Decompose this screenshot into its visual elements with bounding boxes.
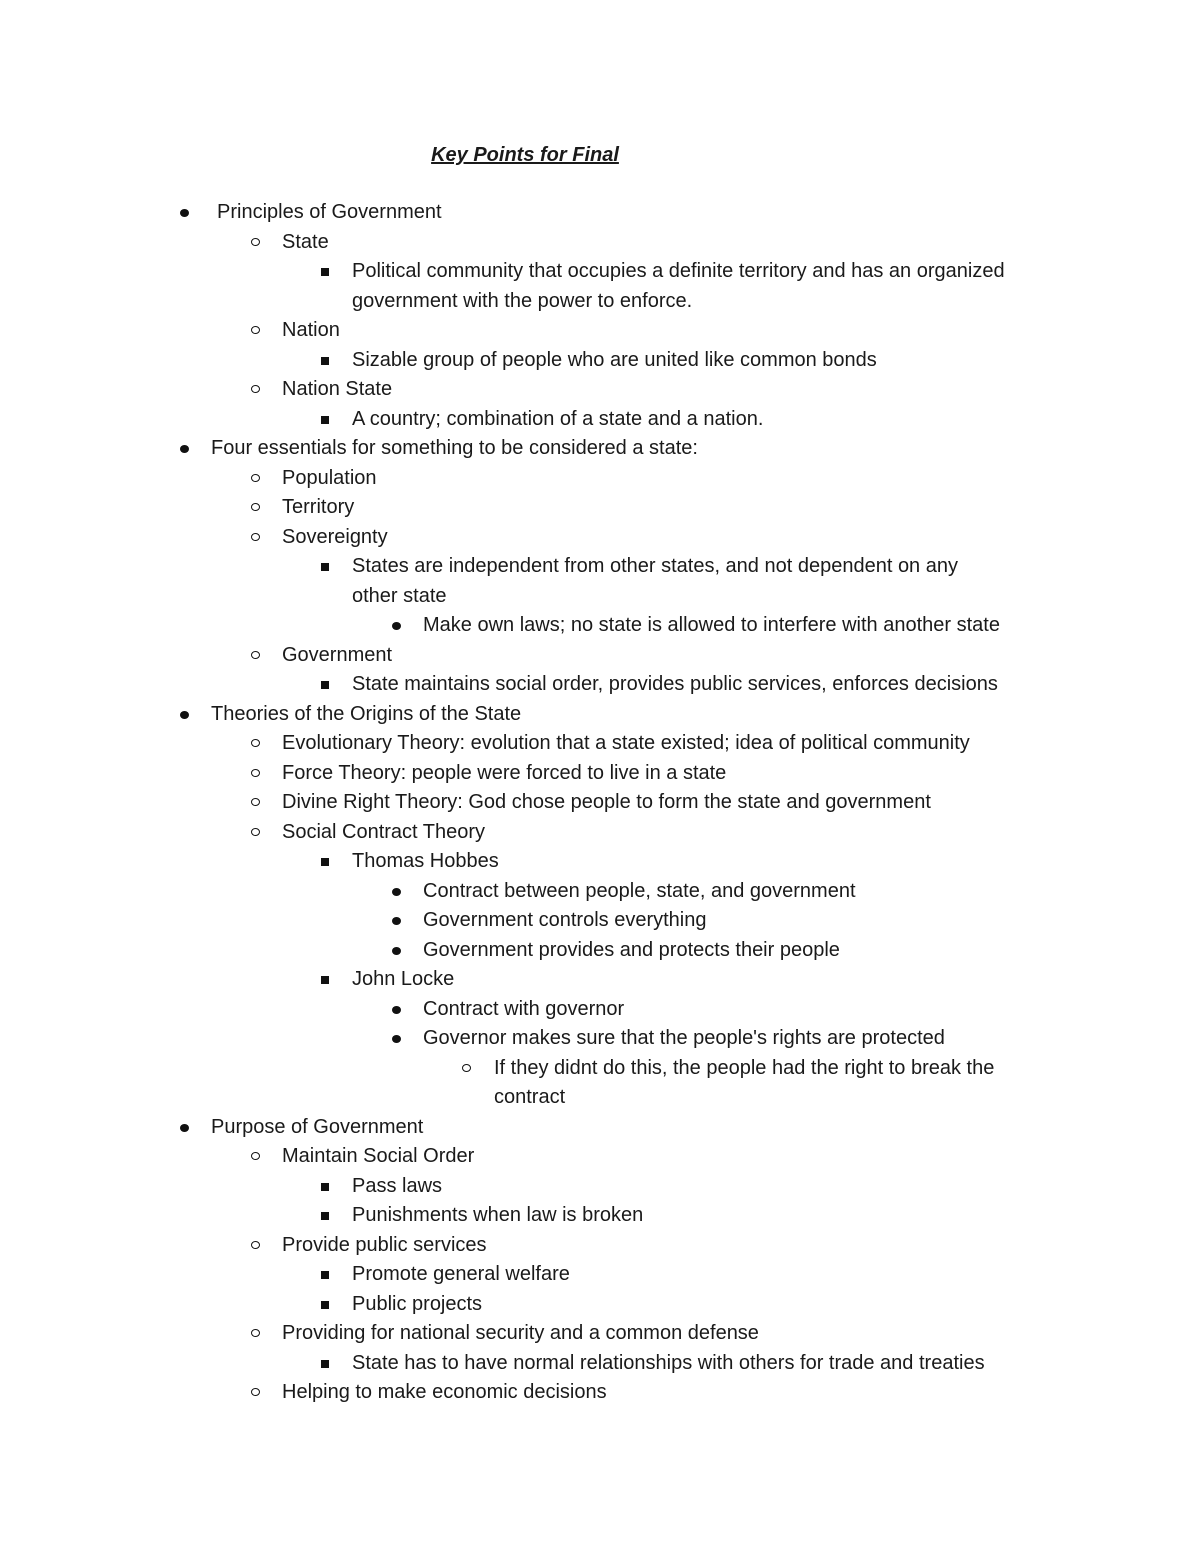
- outline-item-level-3: [0, 582, 1200, 612]
- outline-item-text: Thomas Hobbes: [352, 850, 499, 872]
- outline-item-level-3: [0, 287, 1200, 317]
- filled-bullet-icon: [176, 1113, 196, 1143]
- outline-item-level-2: [0, 523, 1200, 553]
- outline-item-text: Force Theory: people were forced to live in a state: [282, 761, 727, 784]
- outline-item-level-3: [0, 346, 1200, 376]
- outline-item-text: Provide public services: [282, 1233, 487, 1256]
- outline-item-text: States are independent from other states, and not dependent on any: [352, 555, 958, 577]
- outline-item-text: Social Contract Theory: [282, 820, 486, 843]
- outline-item-level-2: [0, 1319, 1200, 1349]
- square-bullet-icon: [317, 346, 337, 376]
- outline-item-level-2: [0, 788, 1200, 818]
- filled-bullet-icon: [388, 995, 408, 1025]
- outline-item-text: Governor makes sure that the people's rights are protected: [423, 1027, 945, 1049]
- hollow-bullet-icon: [248, 316, 268, 346]
- hollow-bullet-icon: [248, 729, 268, 759]
- square-bullet-icon: [317, 552, 337, 582]
- outline-item-text: Divine Right Theory: God chose people to form the state and government: [282, 791, 931, 813]
- outline-item-text: other state: [352, 584, 447, 607]
- outline-item-text: Government: [282, 643, 393, 666]
- outline-item-text: Political community that occupies a definite territory and has an organized: [352, 260, 1005, 282]
- hollow-bullet-icon: [248, 818, 268, 848]
- filled-bullet-icon: [388, 936, 408, 966]
- filled-bullet-icon: [176, 434, 196, 464]
- outline-item-text: Pass laws: [352, 1174, 443, 1197]
- filled-bullet-icon: [388, 611, 408, 641]
- square-bullet-icon: [317, 1349, 337, 1379]
- hollow-bullet-icon: [248, 375, 268, 405]
- square-bullet-icon: [317, 257, 337, 287]
- outline-item-text: Contract between people, state, and government: [423, 879, 856, 902]
- hollow-bullet-icon: [248, 788, 268, 818]
- outline-item-text: A country; combination of a state and a nation.: [352, 407, 764, 430]
- hollow-bullet-icon: [248, 1378, 268, 1408]
- square-bullet-icon: [317, 1260, 337, 1290]
- hollow-bullet-icon: [248, 493, 268, 523]
- outline-item-level-2: [0, 759, 1200, 789]
- outline-item-level-3: [0, 257, 1200, 287]
- outline-item-level-1: [0, 1113, 1200, 1143]
- outline-item-text: Sizable group of people who are united like common bonds: [352, 348, 877, 371]
- filled-bullet-icon: [176, 198, 196, 228]
- outline-item-text: Principles of Government: [217, 201, 442, 223]
- outline-item-text: Helping to make economic decisions: [282, 1381, 607, 1403]
- outline-item-text: John Locke: [352, 968, 455, 990]
- outline-item-level-4: [0, 936, 1200, 966]
- outline-item-text: Theories of the Origins of the State: [211, 702, 522, 725]
- hollow-bullet-icon: [248, 641, 268, 671]
- outline-item-level-1: [0, 198, 1200, 228]
- hollow-bullet-icon: [248, 464, 268, 494]
- outline-item-level-2: [0, 375, 1200, 405]
- outline-item-level-2: [0, 228, 1200, 258]
- outline-item-level-5: [0, 1083, 1200, 1113]
- outline-item-text: Purpose of Government: [211, 1115, 424, 1138]
- outline-item-text: Sovereignty: [282, 525, 388, 548]
- outline-item-text: Contract with governor: [423, 997, 625, 1020]
- square-bullet-icon: [317, 1201, 337, 1231]
- square-bullet-icon: [317, 1290, 337, 1320]
- outline-item-level-2: [0, 641, 1200, 671]
- outline-item-text: Promote general welfare: [352, 1263, 570, 1285]
- outline-item-level-2: [0, 493, 1200, 523]
- outline-item-text: Four essentials for something to be considered a state:: [211, 437, 698, 459]
- outline-item-level-3: [0, 1172, 1200, 1202]
- outline-item-text: Public projects: [352, 1292, 483, 1315]
- hollow-bullet-icon: [248, 1142, 268, 1172]
- outline-item-text: State: [282, 230, 329, 253]
- outline-item-text: Providing for national security and a common defense: [282, 1322, 759, 1344]
- filled-bullet-icon: [388, 877, 408, 907]
- outline-item-level-2: [0, 1378, 1200, 1408]
- hollow-bullet-icon: [248, 1231, 268, 1261]
- filled-bullet-icon: [176, 700, 196, 730]
- outline-item-level-2: [0, 729, 1200, 759]
- outline-item-level-2: [0, 1231, 1200, 1261]
- outline-item-text: Government provides and protects their people: [423, 938, 840, 961]
- document-title: Key Points for Final: [431, 144, 619, 166]
- outline-item-level-4: [0, 611, 1200, 641]
- outline-item-level-4: [0, 906, 1200, 936]
- hollow-bullet-icon: [248, 228, 268, 258]
- outline-item-level-2: [0, 818, 1200, 848]
- outline-item-level-3: [0, 847, 1200, 877]
- square-bullet-icon: [317, 1172, 337, 1202]
- outline-item-level-3: [0, 1349, 1200, 1379]
- outline-item-level-3: [0, 552, 1200, 582]
- outline-item-level-2: [0, 316, 1200, 346]
- outline-item-level-1: [0, 434, 1200, 464]
- outline-item-text: contract: [494, 1086, 566, 1108]
- outline-item-text: Evolutionary Theory: evolution that a state existed; idea of political community: [282, 732, 970, 754]
- outline-item-text: Population: [282, 466, 377, 489]
- outline-item-text: government with the power to enforce.: [352, 289, 693, 312]
- outline-item-text: State maintains social order, provides public services, enforces decisions: [352, 673, 998, 695]
- outline-item-level-4: [0, 877, 1200, 907]
- outline-item-text: Make own laws; no state is allowed to interfere with another state: [423, 614, 1000, 636]
- bullet-outline: [0, 198, 1200, 1408]
- outline-item-level-1: [0, 700, 1200, 730]
- hollow-bullet-icon: [459, 1054, 479, 1084]
- filled-bullet-icon: [388, 1024, 408, 1054]
- outline-item-text: Maintain Social Order: [282, 1145, 475, 1167]
- hollow-bullet-icon: [248, 1319, 268, 1349]
- outline-item-text: Territory: [282, 496, 355, 518]
- square-bullet-icon: [317, 405, 337, 435]
- outline-item-level-2: [0, 1142, 1200, 1172]
- hollow-bullet-icon: [248, 523, 268, 553]
- outline-item-level-3: [0, 405, 1200, 435]
- outline-item-text: Punishments when law is broken: [352, 1204, 644, 1226]
- outline-item-level-5: [0, 1054, 1200, 1084]
- outline-item-text: Government controls everything: [423, 909, 707, 931]
- outline-item-level-3: [0, 1290, 1200, 1320]
- outline-item-level-3: [0, 1201, 1200, 1231]
- outline-item-text: Nation: [282, 319, 340, 341]
- outline-item-level-4: [0, 995, 1200, 1025]
- outline-item-level-4: [0, 1024, 1200, 1054]
- outline-item-level-3: [0, 965, 1200, 995]
- outline-item-level-3: [0, 1260, 1200, 1290]
- outline-item-text: Nation State: [282, 378, 393, 400]
- outline-item-level-3: [0, 670, 1200, 700]
- square-bullet-icon: [317, 670, 337, 700]
- hollow-bullet-icon: [248, 759, 268, 789]
- outline-item-level-2: [0, 464, 1200, 494]
- square-bullet-icon: [317, 965, 337, 995]
- outline-item-text: State has to have normal relationships with others for trade and treaties: [352, 1351, 985, 1374]
- filled-bullet-icon: [388, 906, 408, 936]
- outline-item-text: If they didnt do this, the people had the right to break the: [494, 1056, 995, 1079]
- square-bullet-icon: [317, 847, 337, 877]
